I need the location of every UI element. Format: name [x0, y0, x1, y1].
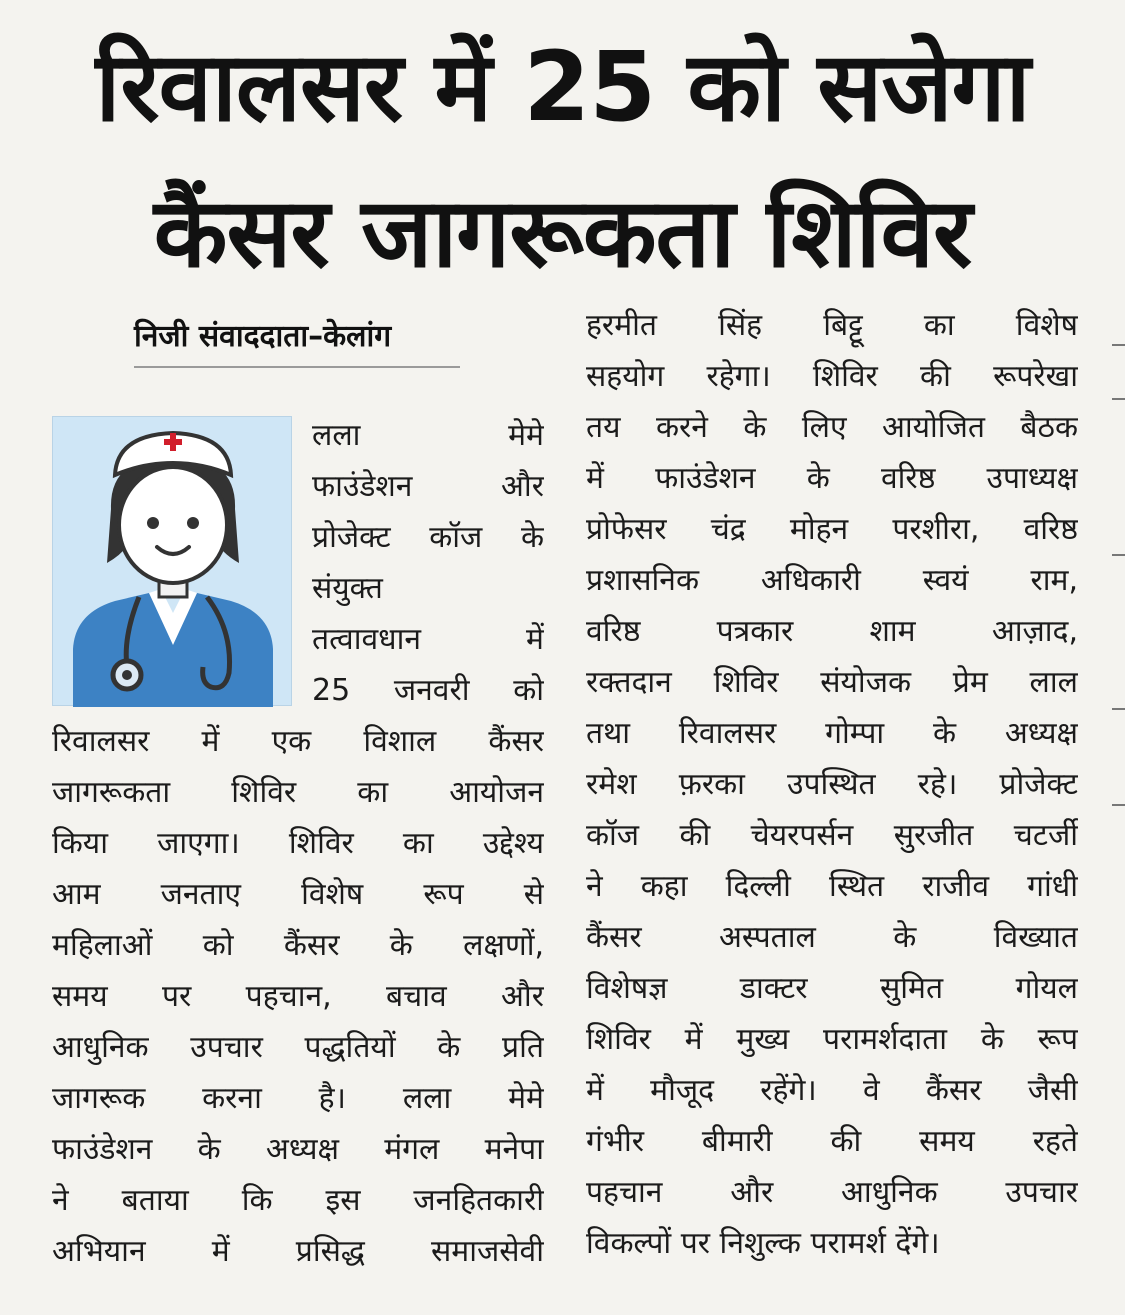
article-line: अभियान में प्रसिद्ध समाजसेवी: [52, 1234, 544, 1269]
article-line: जागरूक करना है। लला मेमे: [52, 1081, 544, 1116]
edge-mark: [1112, 554, 1125, 556]
article-line: किया जाएगा। शिविर का उद्देश्य: [52, 826, 544, 861]
article-column-left-narrow: [312, 410, 544, 716]
article-line: आम जनताए विशेष रूप से: [52, 877, 544, 912]
article-line: तथा रिवालसर गोम्पा के अध्यक्ष: [586, 716, 1078, 751]
edge-mark: [1112, 398, 1125, 400]
article-line: तत्वावधान में: [312, 622, 544, 657]
article-line: फाउंडेशन के अध्यक्ष मंगल मनेपा: [52, 1132, 544, 1167]
article-line: शिविर में मुख्य परामर्शदाता के रूप: [586, 1022, 1078, 1057]
article-line: में फाउंडेशन के वरिष्ठ उपाध्यक्ष: [586, 461, 1078, 496]
article-line: समय पर पहचान, बचाव और: [52, 979, 544, 1014]
article-line: प्रोफेसर चंद्र मोहन परशीरा, वरिष्ठ: [586, 512, 1078, 547]
article-image: [52, 416, 292, 706]
article-line: सहयोग रहेगा। शिविर की रूपरेखा: [586, 359, 1078, 394]
article-column-right: [586, 300, 1078, 1269]
article-line: 25 जनवरी को: [312, 673, 544, 708]
article-line: हरमीत सिंह बिट्टू का विशेष: [586, 308, 1078, 343]
article-line: वरिष्ठ पत्रकार शाम आज़ाद,: [586, 614, 1078, 649]
article-line: रक्तदान शिविर संयोजक प्रेम लाल: [586, 665, 1078, 700]
edge-mark: [1112, 708, 1125, 710]
byline: निजी संवाददाता–केलांग: [134, 312, 460, 368]
nurse-icon: [53, 417, 293, 707]
article-line: गंभीर बीमारी की समय रहते: [586, 1124, 1078, 1159]
article-line: तय करने के लिए आयोजित बैठक: [586, 410, 1078, 445]
article-line: महिलाओं को कैंसर के लक्षणों,: [52, 928, 544, 963]
edge-mark: [1112, 344, 1125, 346]
article-line: पहचान और आधुनिक उपचार: [586, 1175, 1078, 1210]
article-line: जागरूकता शिविर का आयोजन: [52, 775, 544, 810]
headline: [0, 14, 1125, 306]
article-line: विकल्पों पर निशुल्क परामर्श देंगे।: [586, 1226, 940, 1261]
headline-line-1: रिवालसर में 25 को सजेगा: [95, 31, 1030, 143]
article-column-left-wide: [52, 716, 544, 1277]
article-line: आधुनिक उपचार पद्धतियों के प्रति: [52, 1030, 544, 1065]
headline-line-2: कैंसर जागरूकता शिविर: [153, 177, 972, 289]
article-line: रिवालसर में एक विशाल कैंसर: [52, 724, 544, 759]
article-line: ने कहा दिल्ली स्थित राजीव गांधी: [586, 869, 1078, 904]
article-line: प्रशासनिक अधिकारी स्वयं राम,: [586, 563, 1078, 598]
article-line: कॉज की चेयरपर्सन सुरजीत चटर्जी: [586, 818, 1078, 853]
edge-mark: [1112, 804, 1125, 806]
article-line: रमेश फ़रका उपस्थित रहे। प्रोजेक्ट: [586, 767, 1078, 802]
article-line: विशेषज्ञ डाक्टर सुमित गोयल: [586, 971, 1078, 1006]
article-line: प्रोजेक्ट कॉज के: [312, 520, 544, 555]
article-line: ने बताया कि इस जनहितकारी: [52, 1183, 544, 1218]
article-line: कैंसर अस्पताल के विख्यात: [586, 920, 1078, 955]
article-line: फाउंडेशन और: [312, 469, 544, 504]
article-line: संयुक्त: [312, 571, 383, 606]
article-line: में मौजूद रहेंगे। वे कैंसर जैसी: [586, 1073, 1078, 1108]
article-line: लला मेमे: [312, 418, 544, 453]
